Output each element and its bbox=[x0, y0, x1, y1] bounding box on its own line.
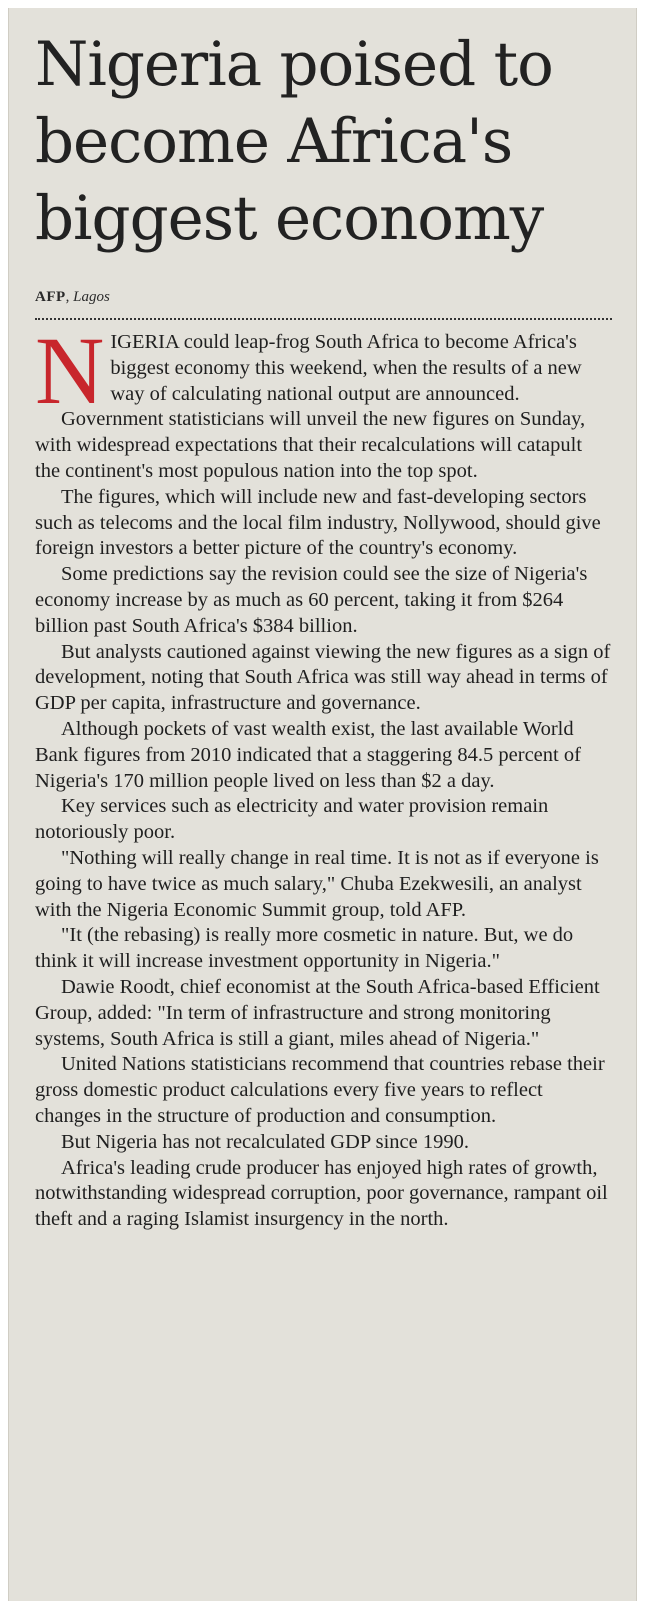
byline-place: Lagos bbox=[73, 289, 110, 305]
paragraph: Although pockets of vast wealth exist, the last available World Bank figures from 2010 indicated that a staggering 84.5 percent of Nigeria's 170 million people lived on less than $2 a day. bbox=[35, 717, 581, 792]
byline bbox=[35, 289, 612, 306]
paragraph: "Nothing will really change in real time. It is not as if everyone is going to have twice as much salary," Chuba Ezekwesili, an analyst with the Nigeria Economic Summit group, told AFP. bbox=[35, 846, 599, 921]
paragraph: Key services such as electricity and water provision remain notoriously poor. bbox=[35, 795, 549, 844]
paragraph: But analysts cautioned against viewing the new figures as a sign of development, noting that South Africa was still way ahead in terms of GDP per capita, infrastructure and governance. bbox=[35, 640, 611, 715]
paragraph: Government statisticians will unveil the new figures on Sunday, with widespread expectations that their recalculations will catapult the continent's most populous nation into the top spot. bbox=[35, 408, 586, 482]
byline-separator: , bbox=[65, 289, 70, 305]
news-article bbox=[8, 8, 637, 1601]
headline: Nigeria poised to become Africa's biggest economy bbox=[35, 29, 553, 254]
paragraph: The figures, which will include new and fast-developing sectors such as telecoms and the local film industry, Nollywood, should give foreign investors a better picture of the country's economy. bbox=[35, 485, 601, 560]
paragraph: United Nations statisticians recommend that countries rebase their gross domestic product calculations every five years to reflect changes in the structure of production and consumption. bbox=[35, 1053, 605, 1127]
paragraph: But Nigeria has not recalculated GDP since 1990. bbox=[61, 1130, 469, 1153]
drop-cap: N bbox=[35, 317, 105, 424]
lead-text: could leap-frog South Africa to become Africa's biggest economy this weekend, when the results of a new way of calculating national output are announced. bbox=[110, 331, 582, 405]
paragraph: Africa's leading crude producer has enjoyed high rates of growth, notwithstanding widespread corruption, poor governance, rampant oil theft and a raging Islamist insurgency in the north. bbox=[35, 1156, 608, 1231]
dotted-divider bbox=[35, 318, 612, 320]
paragraph: "It (the rebasing) is really more cosmetic in nature. But, we do think it will increase investment opportunity in Nigeria." bbox=[35, 924, 574, 973]
article-body bbox=[35, 317, 612, 1233]
lead-caps-word: IGERIA bbox=[110, 331, 179, 353]
lead-paragraph bbox=[35, 317, 612, 424]
byline-agency: AFP bbox=[35, 289, 66, 305]
paragraph: Some predictions say the revision could see the size of Nigeria's economy increase by as much as 60 percent, taking it from $264 billion past South Africa's $384 billion. bbox=[35, 563, 588, 637]
paragraph: Dawie Roodt, chief economist at the South Africa-based Efficient Group, added: "In term of infrastructure and strong monitoring systems, South Africa is still a giant, miles ahead of Nigeria." bbox=[35, 975, 600, 1050]
